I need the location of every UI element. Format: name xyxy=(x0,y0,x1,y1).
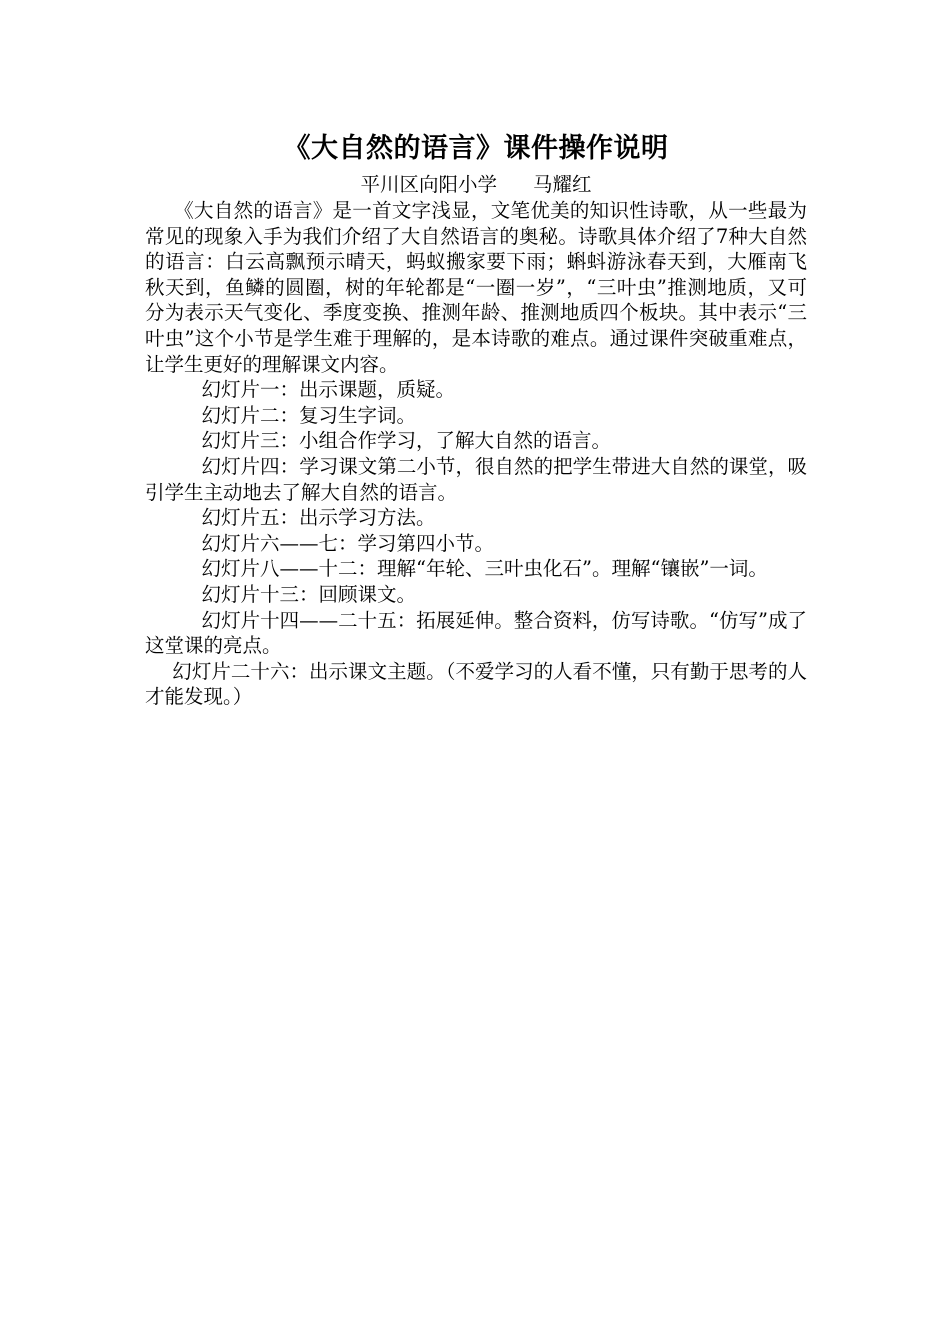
slide-item-13: 幻灯片十三：回顾课文。 xyxy=(201,582,417,606)
slide-item-1: 幻灯片一：出示课题，质疑。 xyxy=(201,378,456,402)
slide-item-14-25: 幻灯片十四——二十五：拓展延伸。整合资料，仿写诗歌。“仿写”成了这堂课的亮点。 xyxy=(145,608,807,658)
author-name: 马耀红 xyxy=(533,173,592,196)
slide-item-26: 幻灯片二十六：出示课文主题。（不爱学习的人看不懂，只有勤于思考的人才能发现。） xyxy=(145,659,807,709)
intro-paragraph: 《大自然的语言》是一首文字浅显，文笔优美的知识性诗歌，从一些最为常见的现象入手为我们介绍了大自然语言的奥秘。诗歌具体介绍了7种大自然的语言：白云高飘预示晴天，蚂蚁搬家要下雨；蝌蚪游泳春天到，大雁南飞秋天到，鱼鳞的圆圈，树的年轮都是“一圈一岁”，“三叶虫”推测地质，又可分为表示天气变化、季度变换、推测年龄、推测地质四个板块。其中表示“三叶虫”这个小节是学生难于理解的，是本诗歌的难点。通过课件突破重难点，让学生更好的理解课文内容。 xyxy=(145,199,807,376)
slide-item-2: 幻灯片二：复习生字词。 xyxy=(201,403,417,427)
document-page xyxy=(145,128,807,710)
byline xyxy=(145,172,807,198)
slide-item-3: 幻灯片三：小组合作学习，了解大自然的语言。 xyxy=(201,429,612,453)
slide-item-4: 幻灯片四：学习课文第二小节，很自然的把学生带进大自然的课堂，吸引学生主动地去了解大自然的语言。 xyxy=(145,454,807,504)
slide-item-6-7: 幻灯片六——七：学习第四小节。 xyxy=(201,531,495,555)
slide-item-8-12: 幻灯片八——十二：理解“年轮、三叶虫化石”。理解“镶嵌”一词。 xyxy=(201,557,768,581)
slide-item-5: 幻灯片五：出示学习方法。 xyxy=(201,506,436,530)
document-title: 《大自然的语言》课件操作说明 xyxy=(283,133,669,164)
school-name: 平川区向阳小学 xyxy=(360,173,497,196)
